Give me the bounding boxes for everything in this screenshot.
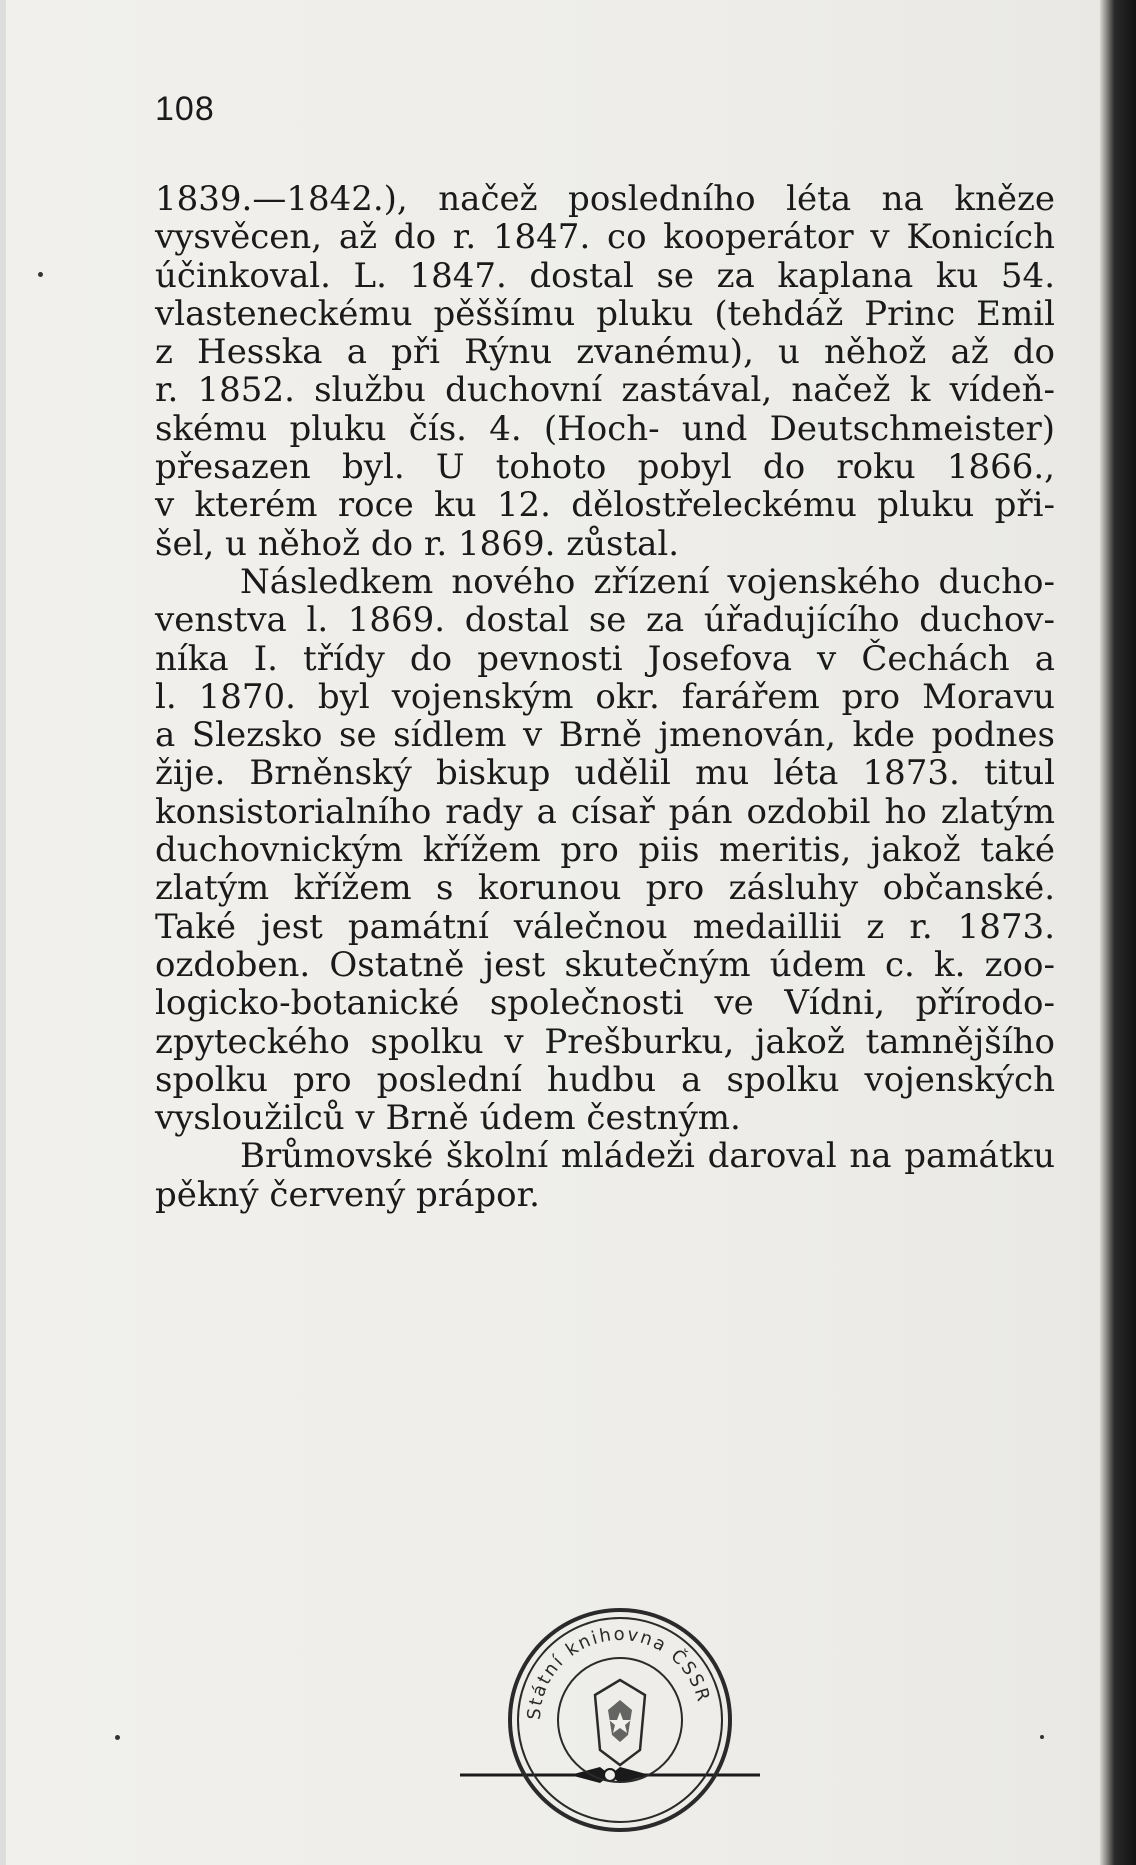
text-line: v kterém roce ku 12. dělostřeleckému pluku při- [155,485,1055,526]
text-line: zlatým křížem s korunou pro zásluhy občanské. [155,868,1055,909]
page-edge-left [0,0,6,1865]
text-line: l. 1870. byl vojenským okr. farářem pro Moravu [155,676,1055,717]
text-line: vysvěcen, až do r. 1847. co kooperátor v Konicích [155,217,1055,258]
paragraph-start-line: Brůmovské školní mládeži daroval na památku [240,1136,1055,1177]
text-line: ozdoben. Ostatně jest skutečným údem c. k. zoo- [155,944,1055,985]
body-text [155,180,1055,1214]
text-line: skému pluku čís. 4. (Hoch- und Deutschmeister) [155,408,1055,449]
paragraph-start-line: Následkem nového zřízení vojenského ducho- [240,561,1055,602]
text-line: šel, u něhož do r. 1869. zůstal. [155,523,680,564]
stamp-text: Státní knihovna ČSSR [523,1623,715,1721]
library-stamp [500,1600,740,1840]
text-line: konsistorialního rady a císař pán ozdobil ho zlatým [155,791,1055,832]
text-line: venstva l. 1869. dostal se za úřadujícího duchov- [155,600,1055,641]
text-line: žije. Brněnský biskup udělil mu léta 1873. titul [155,753,1055,794]
text-line: vysloužilců v Brně údem čestným. [155,1098,741,1139]
page-number: 108 [155,90,215,128]
paper-speck [38,272,43,277]
text-line: přesazen byl. U tohoto pobyl do roku 1866., [155,447,1055,488]
page-edge-right [1100,0,1136,1865]
text-line: 1839.—1842.), načež posledního léta na kněze [155,179,1055,219]
paper-speck [1040,1735,1044,1739]
text-line: Také jest památní válečnou medaillii z r. 1873. [155,906,1055,947]
paper-speck [115,1735,120,1740]
text-line: zpyteckého spolku v Prešburku, jakož tamnějšího [155,1021,1055,1062]
text-line: z Hesska a při Rýnu zvanému), u něhož až do [155,332,1055,373]
text-line: vlasteneckému pěššímu pluku (tehdáž Princ Emil [155,293,1055,334]
text-line: spolku pro poslední hudbu a spolku vojenských [155,1059,1055,1100]
text-line: duchovnickým křížem pro piis meritis, jakož také [155,830,1055,871]
text-line: logicko-botanické společnosti ve Vídni, přírodo- [155,983,1055,1024]
text-line: pěkný červený prápor. [155,1174,540,1215]
text-line: r. 1852. službu duchovní zastával, načež k vídeň- [155,370,1055,411]
text-line: a Slezsko se sídlem v Brně jmenován, kde podnes [155,715,1055,756]
text-line: účinkoval. L. 1847. dostal se za kaplana ku 54. [155,255,1055,296]
text-line: níka I. třídy do pevnosti Josefova v Čechách a [155,638,1055,679]
